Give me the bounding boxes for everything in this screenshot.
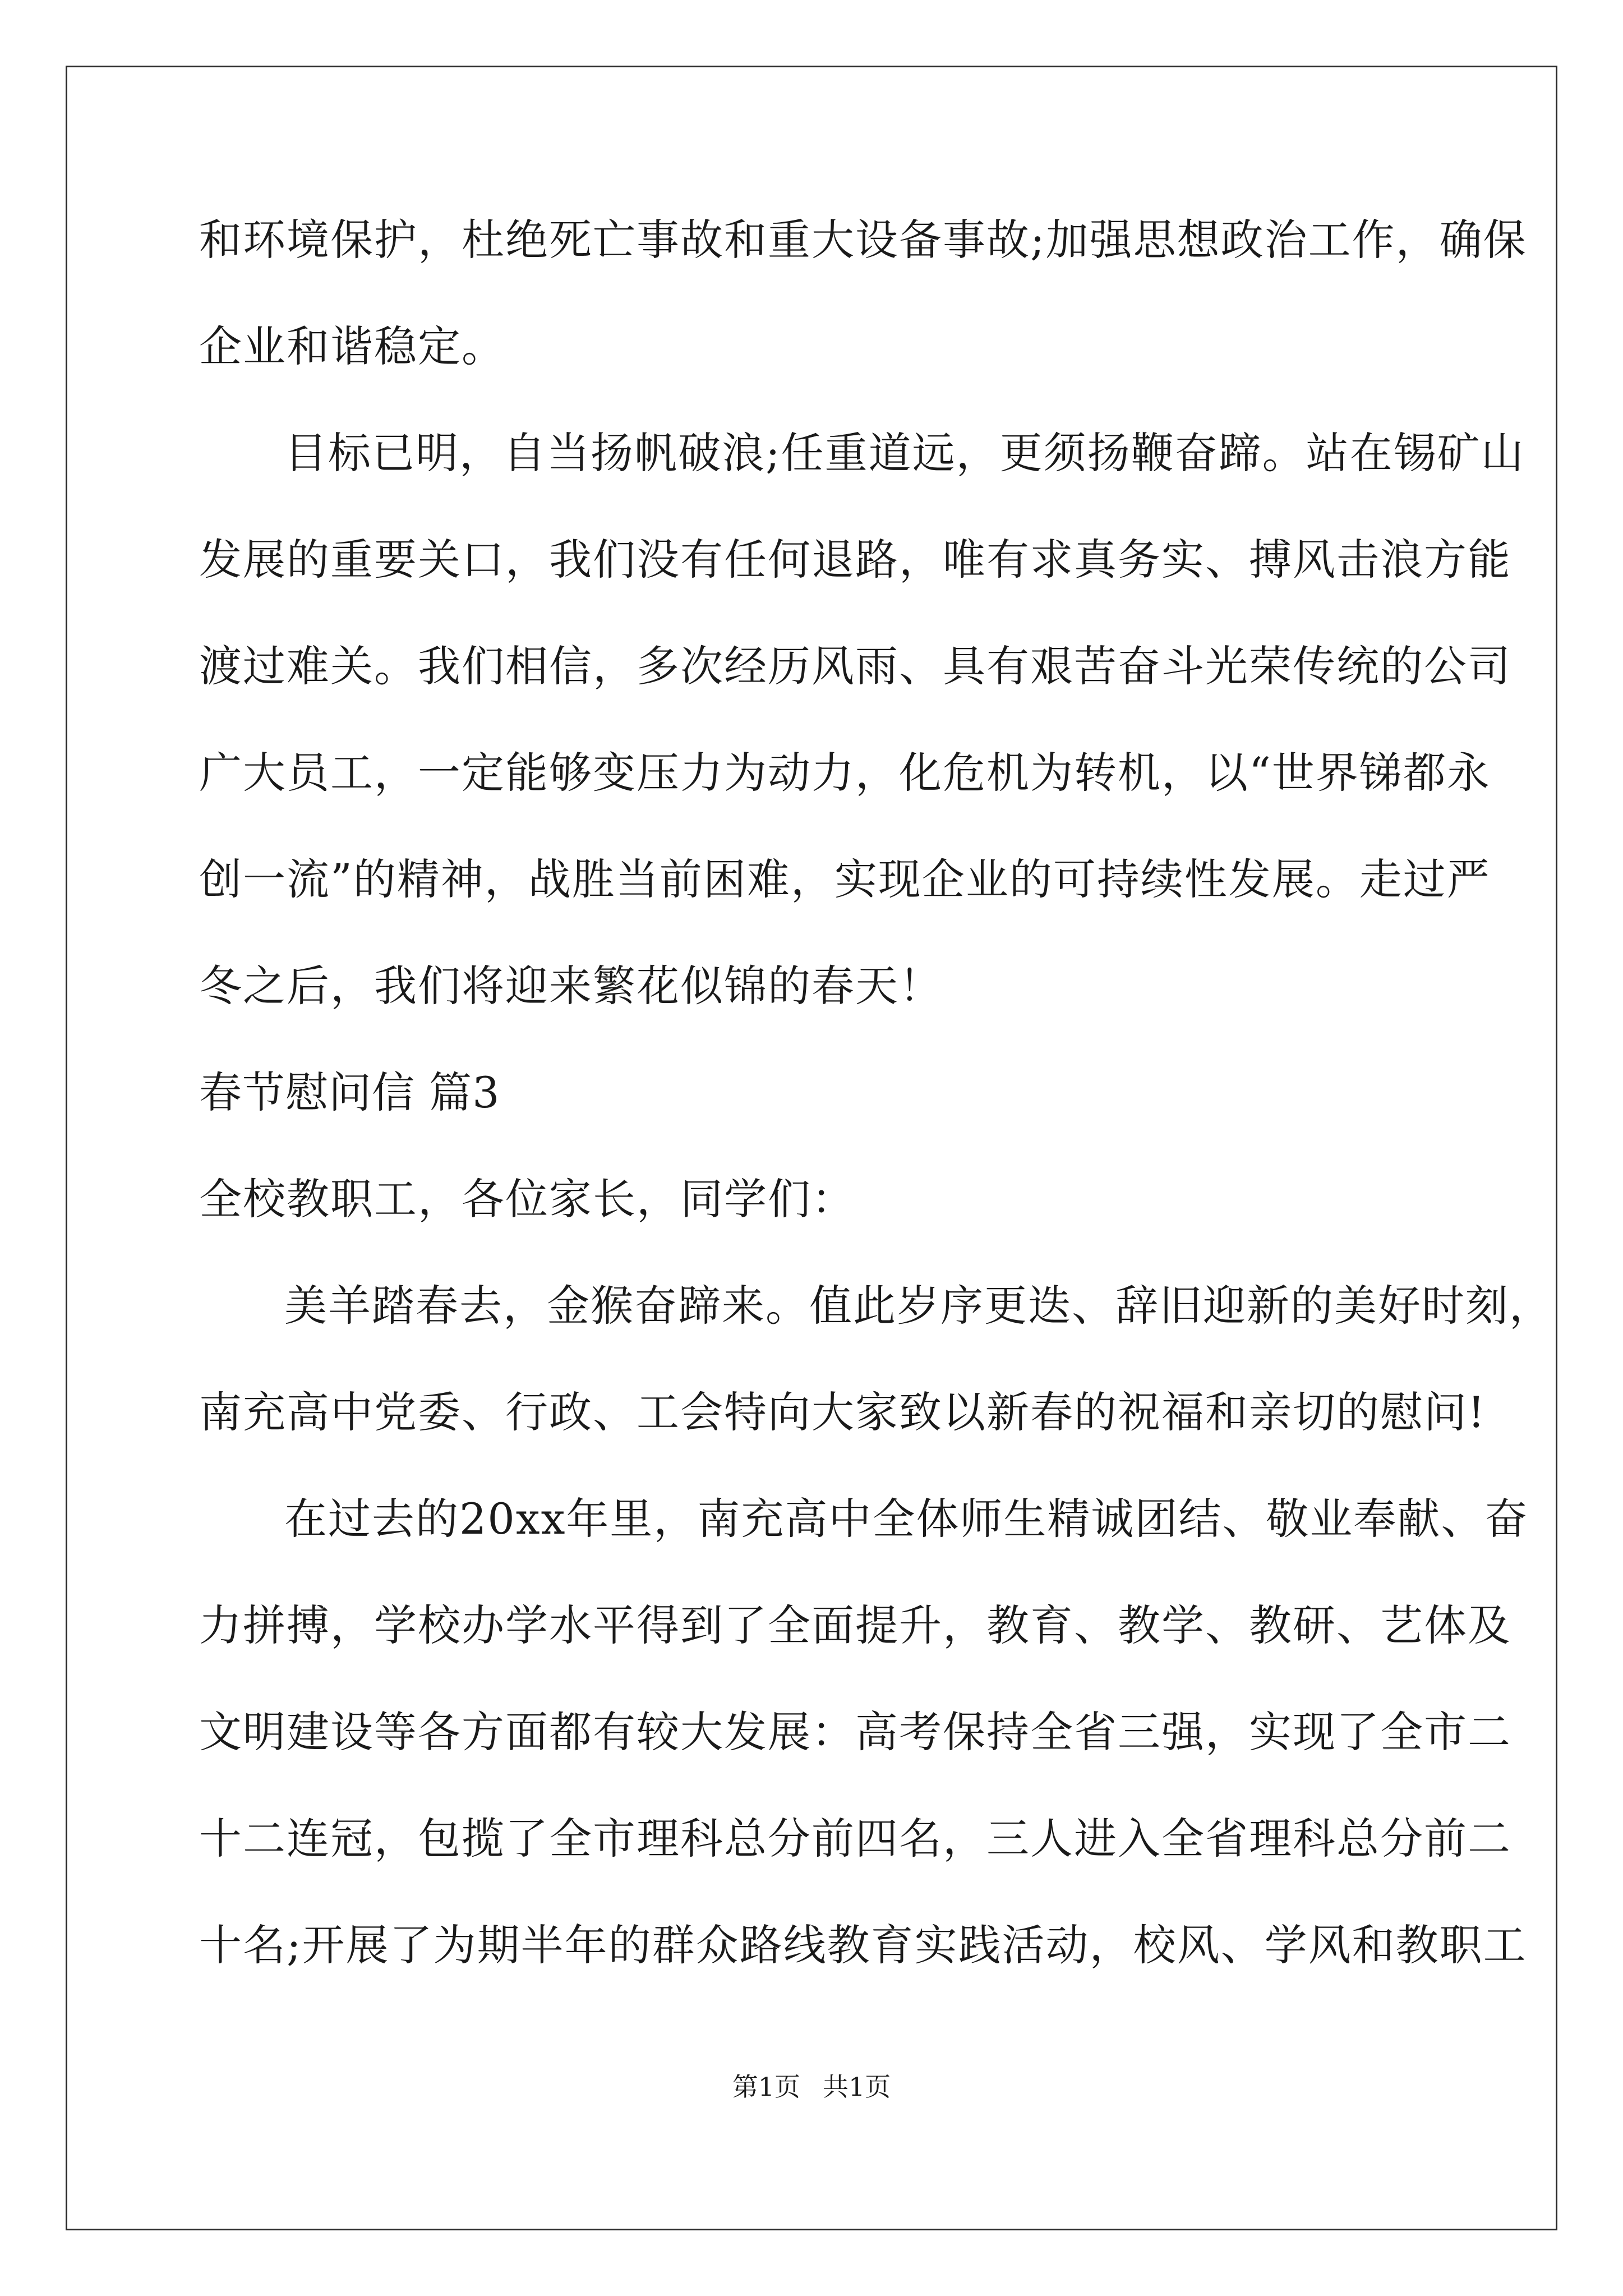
salutation: 全校教职工，各位家长，同学们： [199, 1174, 855, 1224]
text-line: 企业和谐稳定。 [199, 321, 505, 371]
text-line: 在过去的20xx年里，南充高中全体师生精诚团结、敬业奉献、奋 [284, 1494, 1529, 1544]
text-line: 冬之后，我们将迎来繁花似锦的春天！ [199, 961, 943, 1011]
text-line: 南充高中党委、行政、工会特向大家致以新春的祝福和亲切的慰问! [199, 1387, 1486, 1437]
text-line: 十名;开展了为期半年的群众路线教育实践活动，校风、学风和教职工 [199, 1920, 1527, 1970]
text-line: 文明建设等各方面都有较大发展：高考保持全省三强，实现了全市二 [199, 1707, 1511, 1757]
page-number: 第1页 [732, 2072, 800, 2102]
text-line: 发展的重要关口，我们没有任何退路，唯有求真务实、搏风击浪方能 [199, 535, 1511, 585]
text-line: 力拼搏，学校办学水平得到了全面提升，教育、教学、教研、艺体及 [199, 1600, 1511, 1650]
text-line: 目标已明，自当扬帆破浪;任重道远，更须扬鞭奋蹄。站在锡矿山 [284, 428, 1525, 478]
text-line: 广大员工，一定能够变压力为动力，化危机为转机，以“世界锑都永 [199, 748, 1491, 798]
text-line: 十二连冠，包揽了全市理科总分前四名，三人进入全省理科总分前二 [199, 1814, 1511, 1864]
text-line: 创一流”的精神，战胜当前困难，实现企业的可持续性发展。走过严 [199, 854, 1491, 904]
document-body [199, 213, 1553, 2025]
page-footer [0, 2070, 1623, 2104]
text-line: 渡过难关。我们相信，多次经历风雨、具有艰苦奋斗光荣传统的公司 [199, 641, 1511, 691]
text-line: 美羊踏春去，金猴奋蹄来。值此岁序更迭、辞旧迎新的美好时刻， [284, 1281, 1553, 1331]
section-heading: 春节慰问信 篇3 [199, 1068, 500, 1117]
text-line: 和环境保护，杜绝死亡事故和重大设备事故;加强思想政治工作，确保 [199, 215, 1527, 265]
page-total: 共1页 [823, 2072, 891, 2102]
